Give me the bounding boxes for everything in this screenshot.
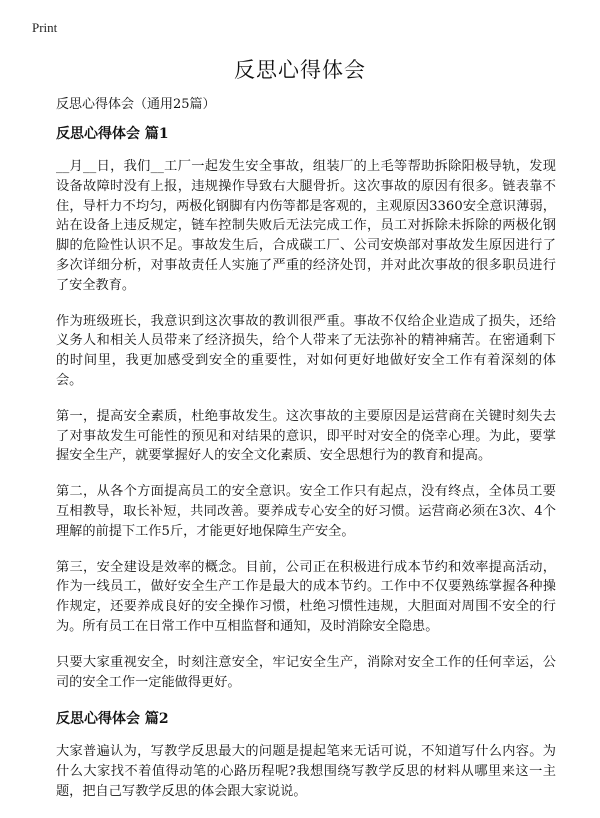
document-title: 反思心得体会 [234,58,366,82]
paragraph: 只要大家重视安全，时刻注意安全，牢记安全生产，消除对安全工作的任何幸运，公司的安全工作一定能做得更好。 [56,654,556,690]
paragraph: __月__日，我们__工厂一起发生安全事故，组装厂的上毛等帮助拆除阳极导轨，发现设备故障时没有上报，违规操作导致右大腿骨折。这次事故的原因有很多。链表靠不住，导杆力不均匀，两极化钢脚有内伤等都是客观的，主观原因3360安全意识薄弱，站在设备上违反规定，链车控制失败后无法完成工作，员工对拆除未拆除的两极化钢脚的危险性认识不足。事故发生后，合成碳工厂、公司安焕部对事故发生原因进行了多次详细分析，对事故责任人实施了严重的经济处罚，并对此次事故的很多职员进行了安全教育。 [56,159,556,293]
section-heading: 反思心得体会 篇1 [56,126,169,142]
paragraph: 第二，从各个方面提高员工的安全意识。安全工作只有起点，没有终点，全体员工要互相教导，取长补短，共同改善。要养成专心安全的好习惯。运营商必须在3次、4个理解的前提下工作5斤，才能更好地保障生产安全。 [56,484,556,539]
document-body [56,123,556,818]
document-subtitle: 反思心得体会（通用25篇） [56,97,216,112]
paragraph: 大家普遍认为，写教学反思最大的问题是提起笔来无话可说，不知道写什么内容。为什么大家找不着值得动笔的心路历程呢?我想围绕写教学反思的材料从哪里来这一主题，把自己写教学反思的体会跟大家说说。 [56,744,556,799]
section-heading: 反思心得体会 篇2 [56,711,169,728]
print-link[interactable]: Print [32,20,58,35]
paragraph: 第三，安全建设是效率的概念。目前，公司正在积极进行成本节约和效率提高活动，作为一线员工，做好安全生产工作是最大的成本节约。工作中不仅要熟练掌握各种操作规定，还要养成良好的安全操作习惯，杜绝习惯性违规，大胆面对周围不安全的行为。所有员工在日常工作中互相监督和通知，及时消除安全隐患。 [56,559,556,634]
paragraph: 作为班级班长，我意识到这次事故的教训很严重。事故不仅给企业造成了损失，还给义务人和相关人员带来了经济损失，给个人带来了无法弥补的精神痛苦。在密通剩下的时间里，我更加感受到安全的重要性，对如何更好地做好安全工作有着深刻的体会。 [56,313,556,388]
paragraph: 第一，提高安全素质，杜绝事故发生。这次事故的主要原因是运营商在关键时刻失去了对事故发生可能性的预见和对结果的意识，即平时对安全的侥幸心理。为此，要掌握安全生产，就要掌握好人的安全文化素质、安全思想行为的教育和提高。 [56,408,556,464]
